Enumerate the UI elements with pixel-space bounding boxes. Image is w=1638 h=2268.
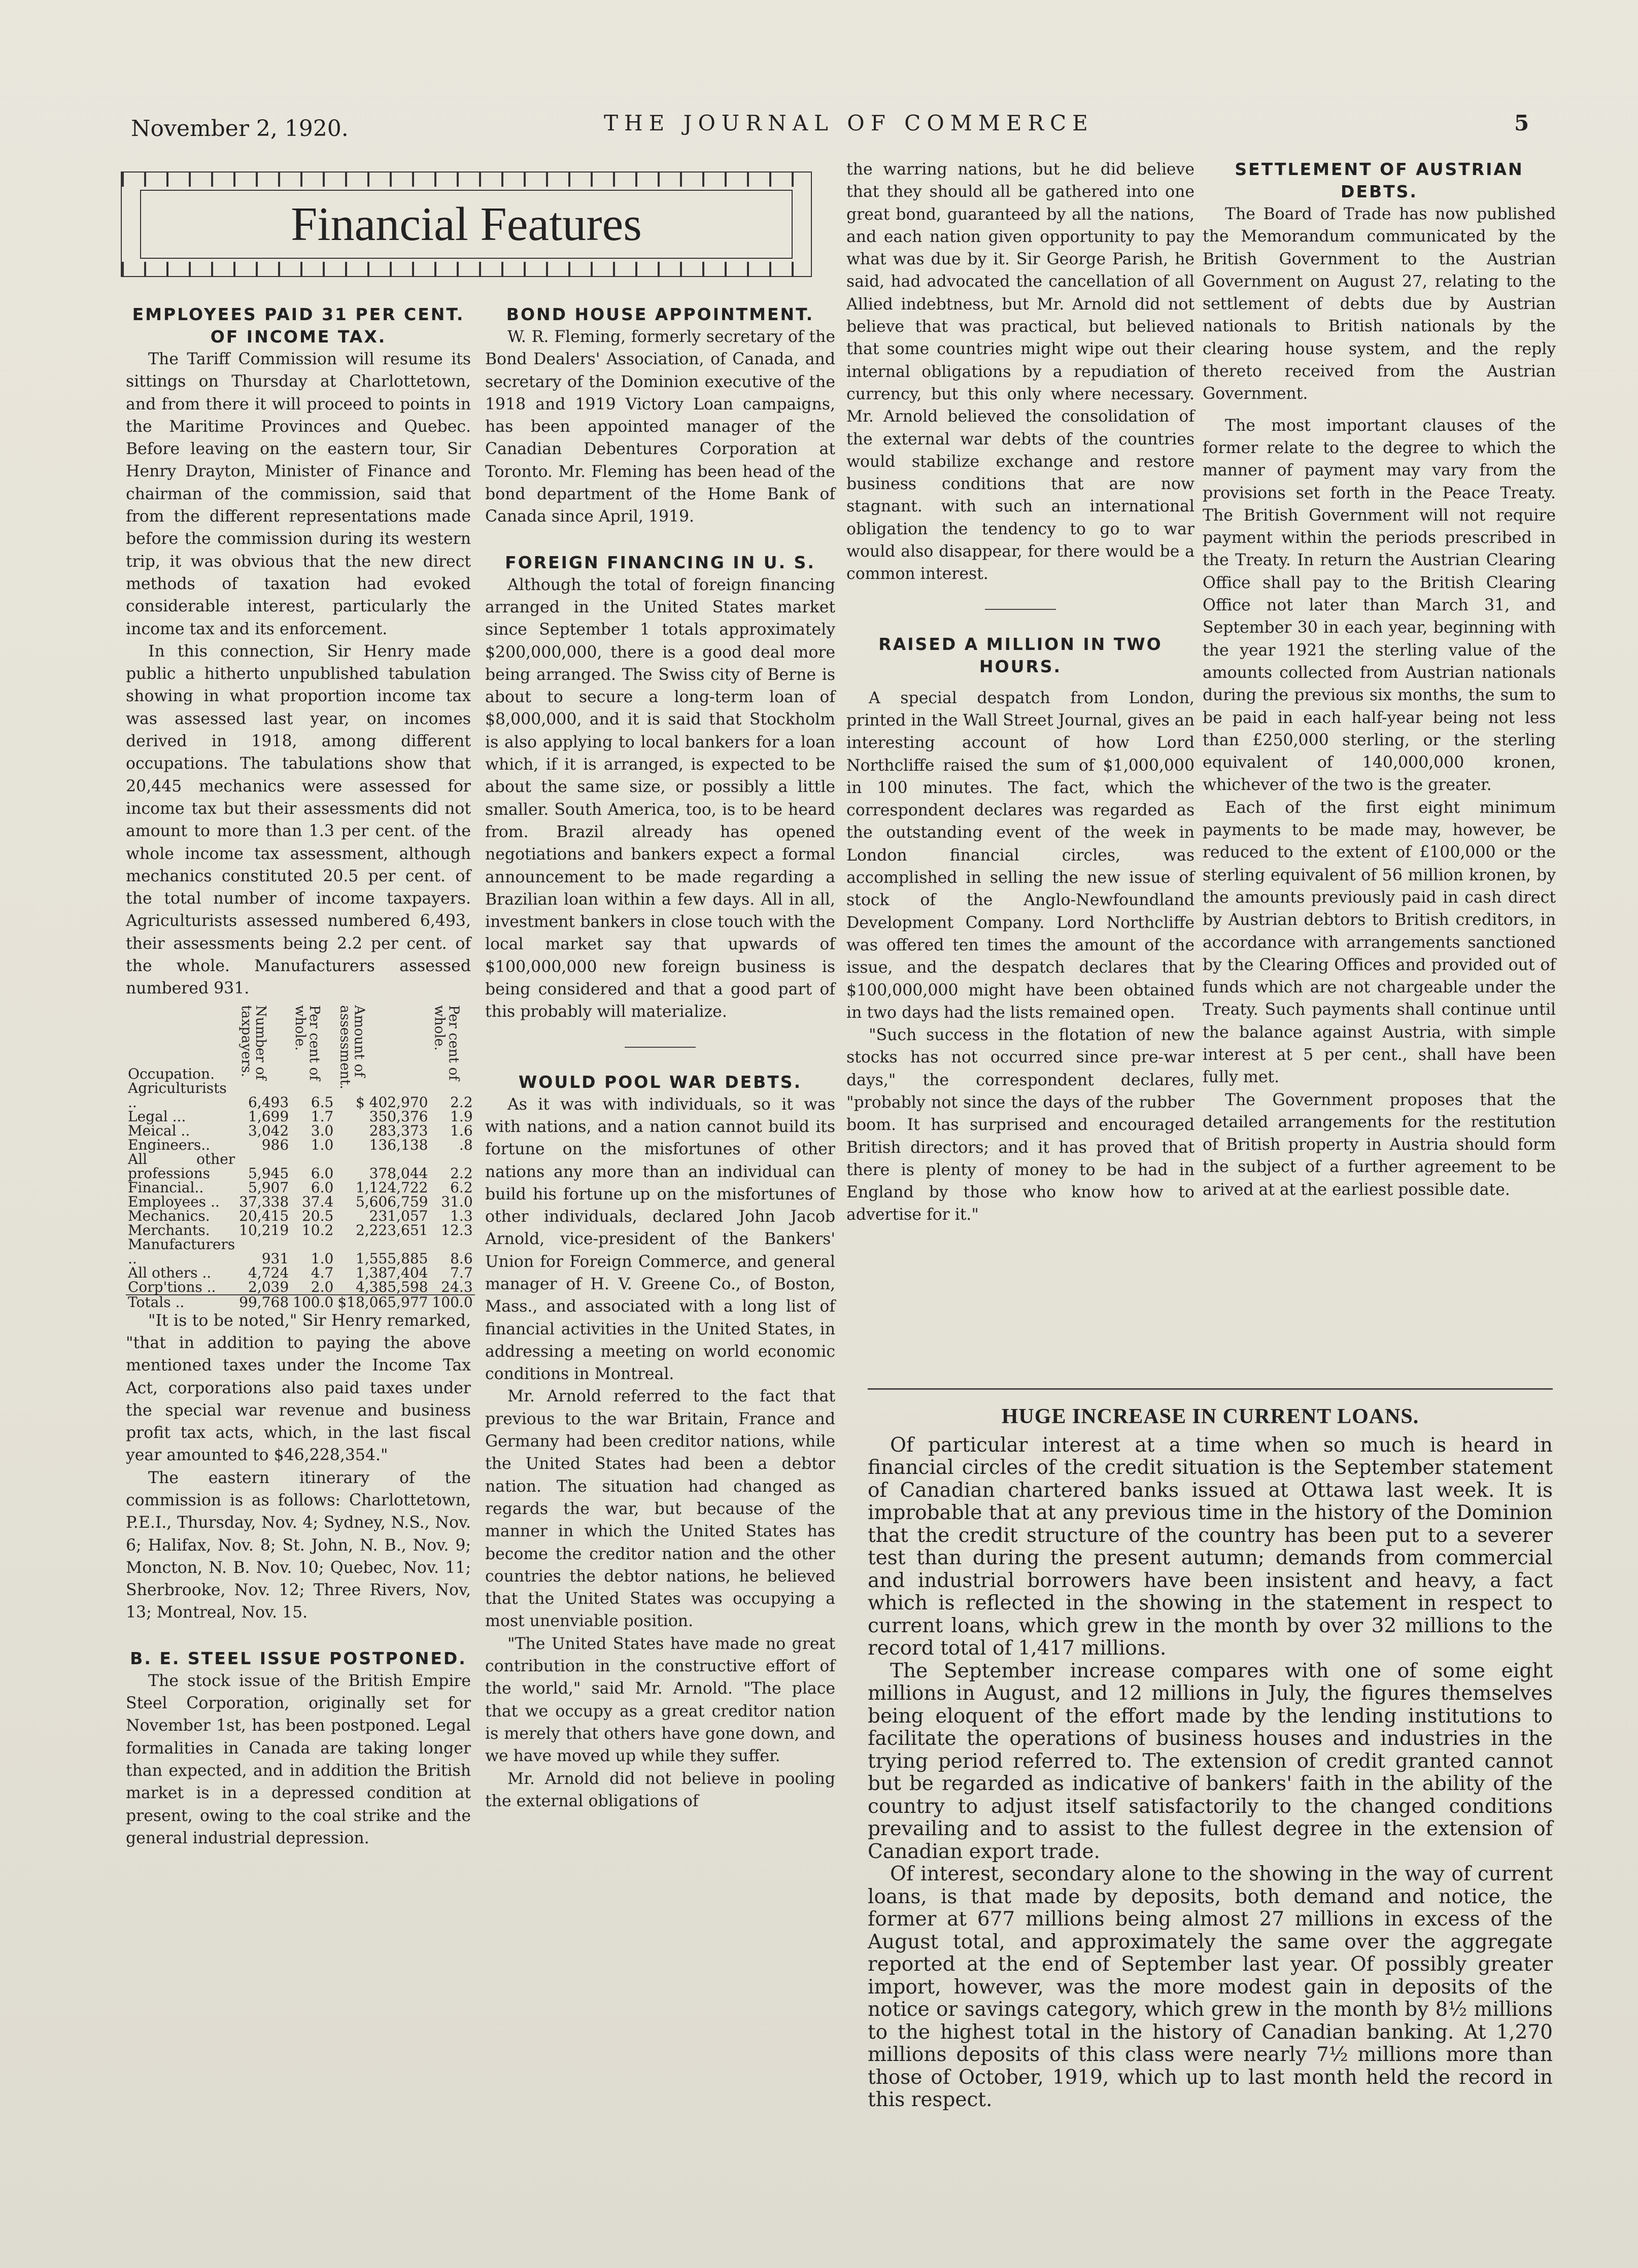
table-row bbox=[126, 1195, 475, 1209]
table-row bbox=[126, 1081, 475, 1110]
article-paragraph: The stock issue of the British Empire Steel Corporation, originally set for November 1st, has been postponed. Legal formalities in Canada are taking longer than expected, and in addition the British market is in a depressed condition at present, owing to the coal strike and the general industrial depression. bbox=[126, 1671, 471, 1847]
table-cell: 6,493 bbox=[248, 1093, 289, 1111]
table-cell: 7.7 bbox=[450, 1264, 473, 1281]
table-cell: 100.0 bbox=[430, 1295, 474, 1310]
page-number: 5 bbox=[1514, 111, 1529, 135]
table-cell: 5,606,759 bbox=[355, 1193, 428, 1210]
article-paragraph: The Board of Trade has now published the Memorandum communicated by the British Government to the Austrian Government on August 27, relating to the settlement of debts due by Austrian nationals to British nationals by the clearing house system, and the reply thereto received from the Austrian Government. bbox=[1203, 205, 1556, 403]
column-1 bbox=[126, 303, 471, 1849]
table-cell: 3,042 bbox=[248, 1122, 289, 1139]
article-paragraph: Of particular interest at a time when so much is heard in financial circles of the credit situation is the September statement of Canadian chartered banks issued at Ottawa last week. It is improbable that at any previous time in the history of the Dominion that the credit structure of the country has been put to a severer test than during the present autumn; demands from commercial and industrial borrowers have been insistent and heavy, a fact which is reflected in the showing in the statement in respect to current loans, which grew in the month by over 32 millions to the record total of 1,417 millions. bbox=[868, 1433, 1553, 1660]
article-paragraph: Although the total of foreign financing arranged in the United States market since September 1 totals approximately $200,000,000, there is a good deal more being arranged. The Swiss city of Berne is about to secure a long-term loan of $8,000,000, and it is said that Stockholm is also applying to local bankers for a loan which, if it is arranged, is expected to be about the same size, or possibly a little smaller. South America, too, is to be heard from. Brazil already has opened negotiations and bankers expect a formal announcement to be made regarding a Brazilian loan within a few days. All in all, investment bankers in close touch with the local market say that upwards of $100,000,000 new foreign business is being considered and that a good part of this probably will materialize. bbox=[485, 575, 835, 1021]
table-cell: 99,768 bbox=[237, 1295, 291, 1310]
article-paragraph: Each of the first eight minimum payments to be made may, however, be reduced to the extent of £100,000 or the sterling equivalent of 56 million kronen, by the amounts previously paid in cash direct by Austrian debtors to British creditors, in accordance with arrangements sanctioned by the Clearing Offices and provided out of funds which are not chargeable under the Treaty. Such payments shall continue until the balance against Austria, with simple interest at 5 per cent., shall have been fully met. bbox=[1203, 798, 1556, 1087]
table-cell: 2.2 bbox=[450, 1164, 473, 1182]
table-cell: Legal ... bbox=[128, 1108, 186, 1125]
table-cell: 1.6 bbox=[450, 1122, 473, 1139]
table-row bbox=[126, 1138, 475, 1152]
article-paragraph: The Tariff Commission will resume its sittings on Thursday at Charlottetown, and from there it will proceed to points in the Maritime Provinces and Quebec. Before leaving on the eastern tour, Sir Henry Drayton, Minister of Finance and chairman of the commission, said that from the different representations made before the commission during its western trip, it was obvious that the new direct methods of taxation had evoked considerable interest, particularly the income tax and its enforcement. bbox=[126, 350, 471, 638]
issue-date: November 2, 1920. bbox=[131, 116, 349, 142]
table-cell: 1,555,885 bbox=[355, 1250, 428, 1267]
table-cell: Agriculturists .. bbox=[128, 1079, 227, 1111]
article-paragraph: Mr. Arnold referred to the fact that previous to the war Britain, France and Germany had been creditor nations, while the United States had been a debtor nation. The situation had changed as regards the war, but because of the manner in which the United States has become the creditor nation and the other countries the debtor nations, he believed that the United States was occupying a most unenviable position. bbox=[485, 1387, 835, 1631]
article-paragraph: The most important clauses of the former relate to the degree to which the manner of payment may vary from the provisions set forth in the Peace Treaty. The British Government will not require payment within the periods prescribed in the Treaty. In return the Austrian Clearing Office shall pay to the British Clearing Office not later than March 31, and September 30 in each year, beginning with the year 1921 the sterling value of the amounts collected from Austrian nationals during the previous six months, the sum to be paid in each half-year being not less than £250,000 sterling, or the sterling equivalent of 140,000,000 kronen, whichever of the two is the greater. bbox=[1203, 416, 1556, 795]
table-cell: 2.0 bbox=[311, 1278, 334, 1295]
current-loans-article bbox=[868, 1405, 1553, 2112]
table-cell: 4,724 bbox=[248, 1264, 289, 1281]
table-cell: Meical .. bbox=[128, 1122, 190, 1139]
journal-title: THE JOURNAL OF COMMERCE bbox=[604, 111, 1094, 135]
table-cell: 1,124,722 bbox=[355, 1179, 428, 1196]
article-heading: RAISED A MILLION IN TWO HOURS. bbox=[878, 634, 1163, 676]
article-paragraph: In this connection, Sir Henry made public a hitherto unpublished tabulation showing in what proportion income tax was assessed last year, on incomes derived in 1918, among different occupations. The tabulations show that 20,445 mechanics were assessed for income tax but their assessments did not amount to more than 1.3 per cent. of the whole income tax assessment, although mechanics constituted 20.5 per cent. of the total number of income taxpayers. Agriculturists assessed numbered 6,493, their assessments being 2.2 per cent. of the whole. Manufacturers assessed numbered 931. bbox=[126, 642, 471, 998]
article-paragraph: "It is to be noted," Sir Henry remarked, "that in addition to paying the above mentioned taxes under the Income Tax Act, corporations also paid taxes under the special war revenue and business profit tax acts, which, in the last fiscal year amounted to $46,228,354." bbox=[126, 1311, 471, 1465]
table-cell: 8.6 bbox=[450, 1250, 473, 1267]
table-header-amount: Amount of assessment. bbox=[337, 1005, 367, 1089]
article-paragraph: The Government proposes that the detailed arrangements for the restitution of British property in Austria should form the subject of a further agreement to be arived at at the earliest possible date. bbox=[1203, 1090, 1556, 1199]
article-paragraph: "The United States have made no great contribution in the constructive effort of the world," said Mr. Arnold. "The place that we occupy as a great creditor nation is merely that others have gone down, and we have moved up while they suffer. bbox=[485, 1634, 835, 1766]
table-cell: 283,373 bbox=[369, 1122, 428, 1139]
table-cell: Corp'tions .. bbox=[128, 1278, 216, 1295]
table-cell: 1,699 bbox=[248, 1108, 289, 1125]
table-header-pct: Per cent of whole. bbox=[292, 1005, 323, 1081]
table-cell: 20.5 bbox=[301, 1207, 334, 1224]
table-cell: 2,223,651 bbox=[355, 1221, 428, 1239]
article-heading: WOULD POOL WAR DEBTS. bbox=[518, 1072, 802, 1092]
table-header-row bbox=[126, 1005, 475, 1081]
table-cell: 931 bbox=[261, 1250, 289, 1267]
table-cell: 136,138 bbox=[369, 1136, 428, 1153]
table-header-number: Number of taxpayers. bbox=[238, 1005, 269, 1080]
table-cell: Engineers.. bbox=[128, 1136, 211, 1153]
table-cell: 5,945 bbox=[248, 1164, 289, 1182]
table-row bbox=[126, 1152, 475, 1181]
table-row bbox=[126, 1209, 475, 1223]
article-heading: BOND HOUSE APPOINTMENT. bbox=[506, 304, 814, 324]
banner-frame bbox=[140, 190, 793, 259]
table-cell: 6.0 bbox=[311, 1164, 334, 1182]
table-cell: 4,385,598 bbox=[355, 1278, 428, 1295]
table-cell: 10.2 bbox=[301, 1221, 334, 1239]
table-cell: Employees .. bbox=[128, 1193, 220, 1210]
table-cell: 12.3 bbox=[441, 1221, 473, 1239]
article-heading: SETTLEMENT OF AUSTRIAN DEBTS. bbox=[1235, 159, 1524, 201]
table-cell: 3.0 bbox=[311, 1122, 334, 1139]
table-total-row bbox=[126, 1295, 475, 1310]
table-cell: Manufacturers .. bbox=[128, 1235, 235, 1267]
article-paragraph: Of interest, secondary alone to the showing in the way of current loans, is that made by deposits, both demand and notice, the former at 677 millions being almost 27 millions in excess of the August total, and approximately the same over the aggregate reported at the end of September last year. Of possibly greater import, however, was the more modest gain in deposits of the notice or savings category, which grew in the month by 8½ millions to the highest total in the history of Canadian banking. At 1,270 millions deposits of this class were nearly 7½ millions more than those of October, 1919, which up to last month held the record in this respect. bbox=[868, 1863, 1553, 2111]
article-paragraph: The eastern itinerary of the commission is as follows: Charlottetown, P.E.I., Thursday, Nov. 4; Sydney, N.S., Nov. 6; Halifax, Nov. 8; St. John, N. B., Nov. 9; Moncton, N. B. Nov. 10; Quebec, Nov. 11; Sherbrooke, Nov. 12; Three Rivers, Nov, 13; Montreal, Nov. 15. bbox=[126, 1468, 471, 1622]
table-cell: 1.0 bbox=[311, 1250, 334, 1267]
table-cell: Financial.. bbox=[128, 1179, 204, 1196]
table-cell: 378,044 bbox=[369, 1164, 428, 1182]
table-cell: 2,039 bbox=[248, 1278, 289, 1295]
table-cell: $ 402,970 bbox=[355, 1093, 428, 1111]
table-cell: 6.0 bbox=[311, 1179, 334, 1196]
table-cell: 37,338 bbox=[239, 1193, 289, 1210]
table-cell: 24.3 bbox=[441, 1278, 473, 1295]
occupation-tax-table bbox=[126, 1005, 475, 1310]
article-heading: EMPLOYEES PAID 31 PER CENT. OF INCOME TAX. bbox=[132, 304, 465, 347]
banner-title: Financial Features bbox=[291, 198, 642, 251]
article-paragraph: As it was with individuals, so it was with nations, and a nation cannot build its fortune on the misfortunes of other nations any more than an individual can build his fortune up on the misfortunes of other individuals, declared John Jacob Arnold, vice-president of the Bankers' Union for Foreign Commerce, and general manager of H. V. Greene Co., of Boston, Mass., and associated with a long list of financial activities in the United States, in addressing a meeting on world economic conditions in Montreal. bbox=[485, 1095, 835, 1384]
table-cell: 37.4 bbox=[301, 1193, 334, 1210]
table-row bbox=[126, 1266, 475, 1280]
table-cell: $18,065,977 bbox=[335, 1295, 430, 1310]
table-row bbox=[126, 1280, 475, 1295]
table-header-occupation: Occupation. bbox=[128, 1065, 215, 1082]
table-cell: 6.2 bbox=[450, 1179, 473, 1196]
section-rule bbox=[625, 1047, 696, 1048]
table-row bbox=[126, 1181, 475, 1195]
table-cell: 1,387,404 bbox=[355, 1264, 428, 1281]
section-banner bbox=[121, 171, 812, 277]
section-rule bbox=[985, 609, 1056, 610]
table-cell: 350,376 bbox=[369, 1108, 428, 1125]
article-paragraph: the warring nations, but he did believe that they should all be gathered into one great bond, guaranteed by all the nations, and each nation given opportunity to pay what was due by it. Sir George Parish, he said, had advocated the cancellation of all Allied indebtness, but Mr. Arnold did not believe that was practical, but believed that some countries might wipe out their internal obligations by a repudiation of currency, but this only where necessary. Mr. Arnold believed the consolidation of the external war debts of the countries would stabilize exchange and restore business conditions that are now stagnant. with such an international obligation the tendency to go to war would also disappear, for there would be a common interest. bbox=[846, 160, 1195, 583]
table-cell: All other professions bbox=[128, 1150, 235, 1182]
table-cell: .8 bbox=[459, 1136, 473, 1153]
table-cell: 1.9 bbox=[450, 1108, 473, 1125]
table-cell: 20,415 bbox=[239, 1207, 289, 1224]
column-4 bbox=[1203, 158, 1556, 1201]
table-cell: 1.0 bbox=[311, 1136, 334, 1153]
article-paragraph: W. R. Fleming, formerly secretary of the Bond Dealers' Association, of Canada, and secretary of the Dominion executive of the 1918 and 1919 Victory Loan campaigns, has been appointed manager of the Canadian Debentures Corporation at Toronto. Mr. Fleming has been head of the bond department of the Home Bank of Canada since April, 1919. bbox=[485, 328, 835, 526]
table-cell: 100.0 bbox=[291, 1295, 335, 1310]
table-cell: Mechanics. bbox=[128, 1207, 210, 1224]
table-cell: Totals .. bbox=[126, 1295, 237, 1310]
table-cell: 4.7 bbox=[311, 1264, 334, 1281]
table-row bbox=[126, 1110, 475, 1124]
table-cell: 10,219 bbox=[239, 1221, 289, 1239]
article-paragraph: Mr. Arnold did not believe in pooling the external obligations of bbox=[485, 1769, 835, 1810]
table-header-pct2: Per cent of whole. bbox=[431, 1005, 462, 1081]
wide-article-rule bbox=[868, 1388, 1553, 1390]
article-paragraph: "Such success in the flotation of new stocks has not occurred since pre-war days," the correspondent declares, "probably not since the days of the rubber boom. It has surprised and encouraged British directors; and it has proved that there is plenty of money to be had in England by those who know how to advertise for it." bbox=[846, 1026, 1195, 1224]
table-row bbox=[126, 1223, 475, 1238]
table-cell: 31.0 bbox=[441, 1193, 473, 1210]
table-cell: 986 bbox=[261, 1136, 289, 1153]
table-row bbox=[126, 1124, 475, 1138]
table-cell: 231,057 bbox=[369, 1207, 428, 1224]
table-cell: 1.7 bbox=[311, 1108, 334, 1125]
article-paragraph: The September increase compares with one of some eight millions in August, and 12 millions in July, the figures themselves being eloquent of the effort made by the lending institutions to facilitate the operations of business houses and industries in the trying period referred to. The extension of credit granted cannot but be regarded as indicative of bankers' faith in the ability of the country to adjust itself satisfactorily to the changed conditions prevailing and to assist to the fullest degree in the extension of Canadian export trade. bbox=[868, 1659, 1553, 1863]
table-cell: 1.3 bbox=[450, 1207, 473, 1224]
table-cell: All others .. bbox=[128, 1264, 212, 1281]
table-cell: 5,907 bbox=[248, 1179, 289, 1196]
table-cell: 6.5 bbox=[311, 1093, 334, 1111]
article-heading: HUGE INCREASE IN CURRENT LOANS. bbox=[1001, 1405, 1419, 1428]
column-2 bbox=[485, 303, 835, 1812]
column-3 bbox=[846, 158, 1195, 1226]
article-paragraph: A special despatch from London, printed in the Wall Street Journal, gives an interesting account of how Lord Northcliffe raised the sum of $1,000,000 in 100 minutes. The fact, which the correspondent declares was regarded as the outstanding event of the week in London financial circles, was accomplished in selling the new issue of stock of the Anglo-Newfoundland Development Company. Lord Northcliffe was offered ten times the amount of the issue, and the despatch declares that $100,000,000 might have been obtained in two days had the lists remained open. bbox=[846, 689, 1195, 1022]
article-heading: FOREIGN FINANCING IN U. S. bbox=[505, 552, 815, 572]
table-cell: Merchants. bbox=[128, 1221, 210, 1239]
table-cell: 2.2 bbox=[450, 1093, 473, 1111]
article-heading: B. E. STEEL ISSUE POSTPONED. bbox=[130, 1648, 467, 1668]
table-row bbox=[126, 1238, 475, 1266]
